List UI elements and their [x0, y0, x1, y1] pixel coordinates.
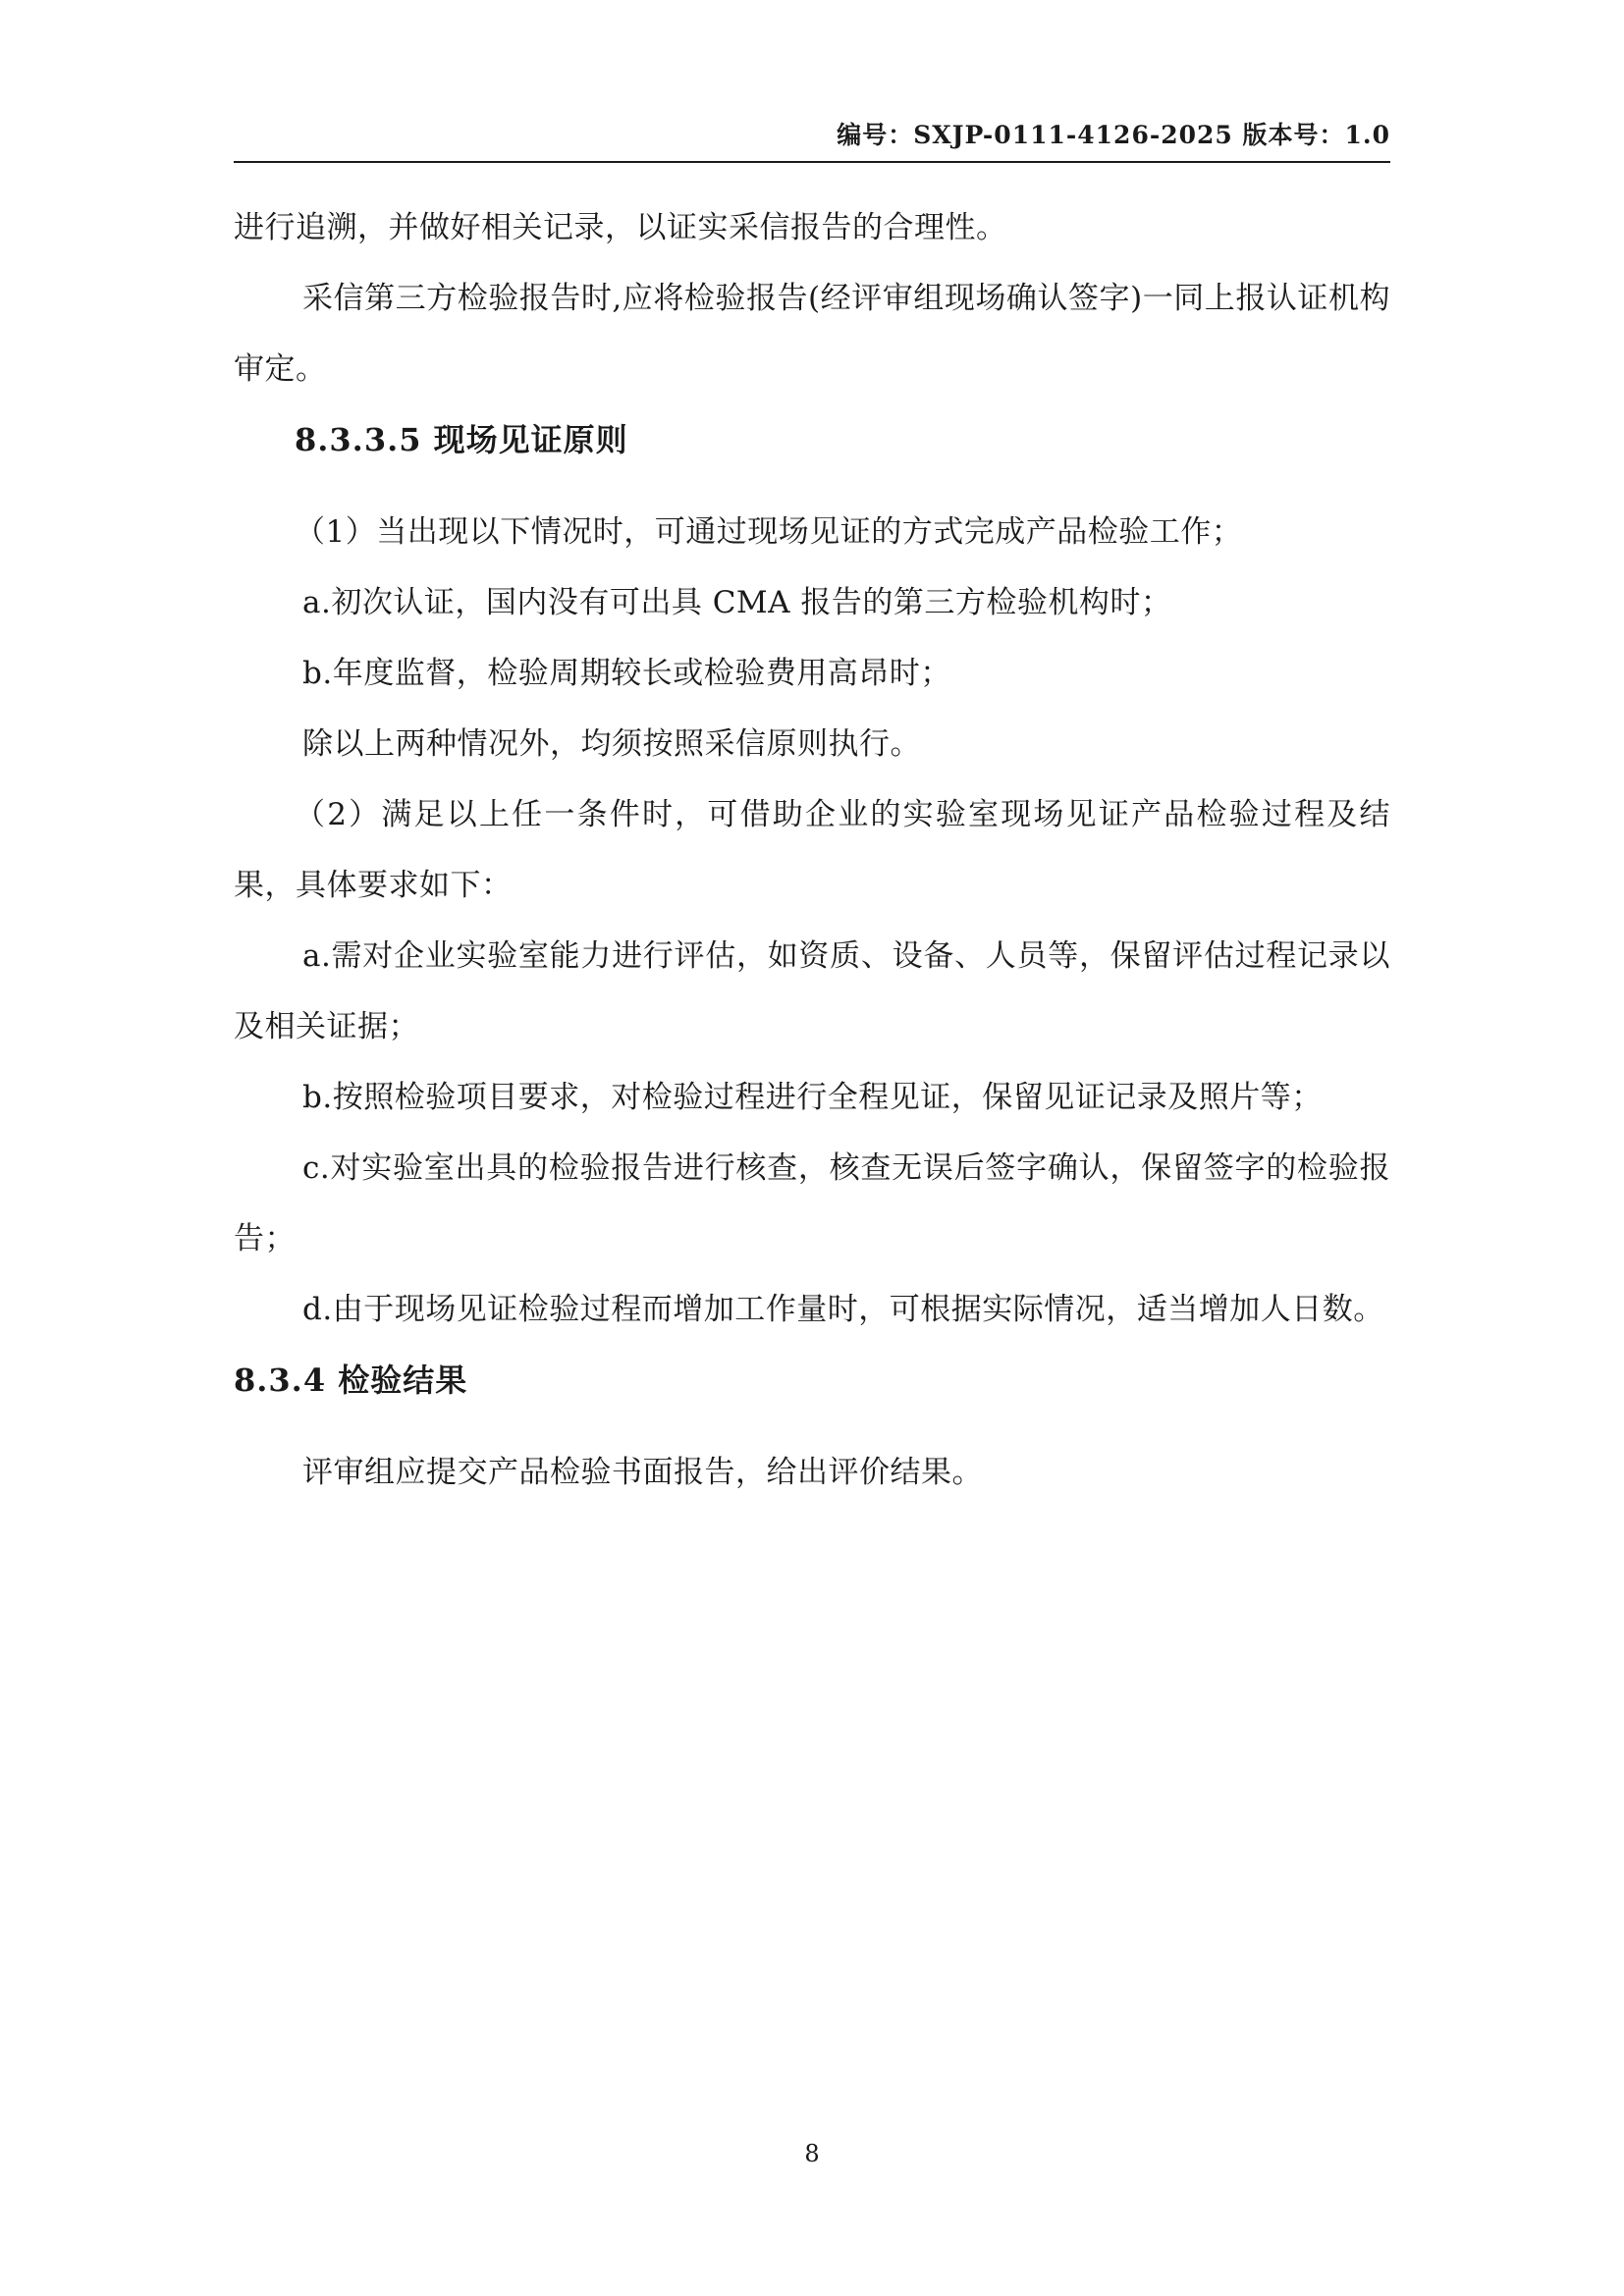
page-footer	[0, 2140, 1624, 2167]
paragraph-item-2b: b.按照检验项目要求，对检验过程进行全程见证，保留见证记录及照片等；	[302, 1080, 1323, 1115]
paragraph-item-2c: c.对实验室出具的检验报告进行核查，核查无误后签字确认，保留签字的检验报告；	[234, 1150, 1390, 1256]
paragraph-item-1a: a.初次认证，国内没有可出具 CMA 报告的第三方检验机构时；	[302, 585, 1172, 620]
paragraph-item-2a: a.需对企业实验室能力进行评估，如资质、设备、人员等，保留评估过程记录以及相关证据；	[234, 938, 1390, 1044]
paragraph-third-party-report: 采信第三方检验报告时,应将检验报告(经评审组现场确认签字)一同上报认证机构审定。	[234, 281, 1390, 387]
heading-8-3-3-5: 8.3.3.5 现场见证原则	[295, 421, 628, 458]
heading-8-3-4: 8.3.4 检验结果	[234, 1362, 468, 1399]
paragraph-item-1-exception: 除以上两种情况外，均须按照采信原则执行。	[302, 726, 921, 762]
paragraph-item-1: （1）当出现以下情况时，可通过现场见证的方式完成产品检验工作；	[295, 514, 1243, 550]
paragraph-item-1b: b.年度监督，检验周期较长或检验费用高昂时；	[302, 656, 951, 691]
page-number: 8	[804, 2140, 820, 2167]
paragraph-continuation: 进行追溯，并做好相关记录，以证实采信报告的合理性。	[234, 210, 1007, 245]
header-divider	[234, 161, 1390, 163]
page-header	[234, 116, 1390, 167]
paragraph-item-2d: d.由于现场见证检验过程而增加工作量时，可根据实际情况，适当增加人日数。	[302, 1292, 1384, 1327]
header-document-code: 编号：SXJP-0111-4126-2025 版本号：1.0	[837, 121, 1390, 149]
paragraph-item-2: （2）满足以上任一条件时，可借助企业的实验室现场见证产品检验过程及结果，具体要求如下：	[234, 797, 1390, 903]
paragraph-inspection-result: 评审组应提交产品检验书面报告，给出评价结果。	[302, 1455, 983, 1490]
document-body	[234, 192, 1390, 1508]
